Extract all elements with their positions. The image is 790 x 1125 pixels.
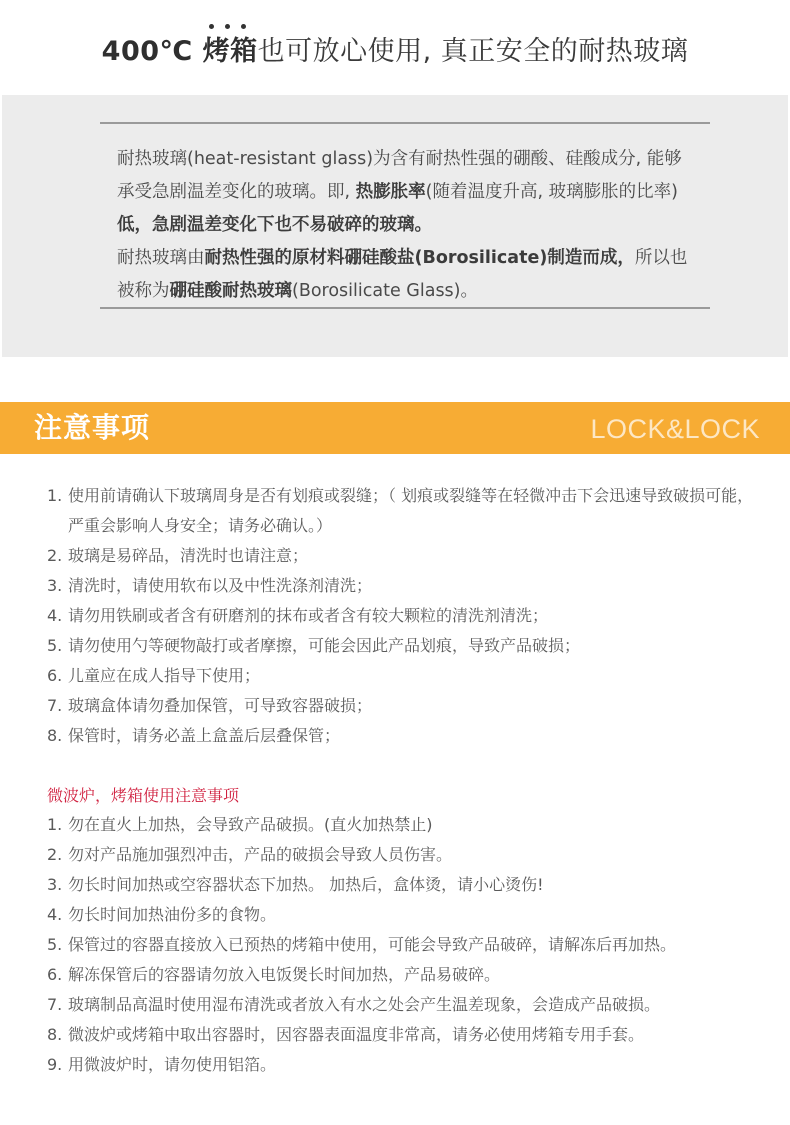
divider-bottom xyxy=(100,307,710,309)
divider-top xyxy=(100,122,710,124)
item-number: 8. xyxy=(47,1025,63,1044)
list-item xyxy=(47,990,767,1020)
emphasis-dots xyxy=(207,24,247,30)
list-item xyxy=(47,631,767,661)
item-number: 4. xyxy=(47,606,63,625)
item-text: 玻璃是易碎品，清洗时也请注意； xyxy=(68,546,309,565)
item-number: 4. xyxy=(47,905,63,924)
oven-notes-list xyxy=(47,810,767,1080)
list-item xyxy=(47,481,767,541)
item-text: 请勿用铁刷或者含有研磨剂的抹布或者含有较大颗粒的清洗剂清洗； xyxy=(68,606,549,625)
item-number: 6. xyxy=(47,666,63,685)
brand-logo-text: LOCK&LOCK xyxy=(590,414,760,444)
item-text: 勿长时间加热或空容器状态下加热。 加热后，盒体烫，请小心烫伤! xyxy=(68,875,544,894)
item-text: 微波炉或烤箱中取出容器时，因容器表面温度非常高，请务必使用烤箱专用手套。 xyxy=(68,1025,645,1044)
item-number: 5. xyxy=(47,935,63,954)
item-text: 勿在直火上加热，会导致产品破损。(直火加热禁止) xyxy=(68,815,433,834)
list-item xyxy=(47,960,767,990)
list-item xyxy=(47,571,767,601)
oven-section-heading: 微波炉，烤箱使用注意事项 xyxy=(47,786,240,805)
list-item xyxy=(47,810,767,840)
list-item xyxy=(47,840,767,870)
notice-banner xyxy=(0,402,790,454)
desc-part: 所以也被称为 xyxy=(117,248,688,301)
desc-part: (Borosilicate Glass)。 xyxy=(292,281,479,301)
page-title xyxy=(0,32,790,72)
hero-header xyxy=(0,0,790,95)
item-text: 使用前请确认下玻璃周身是否有划痕或裂缝；（ 划痕或裂缝等在轻微冲击下会迅速导致破损可能，严重会影响人身安全；请务必确认。） xyxy=(68,486,754,535)
heat-resistant-glass-panel xyxy=(2,95,788,357)
item-number: 3. xyxy=(47,875,63,894)
list-item xyxy=(47,930,767,960)
general-notes-list xyxy=(47,481,767,751)
title-temperature: 400℃ xyxy=(101,36,203,67)
item-number: 6. xyxy=(47,965,63,984)
list-item xyxy=(47,541,767,571)
list-item xyxy=(47,1050,767,1080)
item-text: 勿对产品施加强烈冲击，产品的破损会导致人员伤害。 xyxy=(68,845,453,864)
desc-bold: 低，急剧温差变化下也不易破碎的玻璃。 xyxy=(117,215,432,235)
item-number: 8. xyxy=(47,726,63,745)
item-number: 5. xyxy=(47,636,63,655)
emphasis-dot xyxy=(225,24,230,29)
emphasis-dot xyxy=(241,24,246,29)
desc-part: (随着温度升高, 玻璃膨胀的比率) xyxy=(425,182,678,202)
list-item xyxy=(47,691,767,721)
title-oven: 烤箱 xyxy=(202,36,258,67)
title-rest: 也可放心使用, 真正安全的耐热玻璃 xyxy=(257,36,689,67)
item-text: 保管时，请务必盖上盒盖后层叠保管； xyxy=(68,726,341,745)
item-text: 勿长时间加热油份多的食物。 xyxy=(68,905,277,924)
item-number: 9. xyxy=(47,1055,63,1074)
item-text: 解冻保管后的容器请勿放入电饭煲长时间加热，产品易破碎。 xyxy=(68,965,501,984)
desc-bold: 耐热性强的原材料硼硅酸盐(Borosilicate)制造而成， xyxy=(204,248,635,268)
item-text: 保管过的容器直接放入已预热的烤箱中使用，可能会导致产品破碎，请解冻后再加热。 xyxy=(68,935,677,954)
notice-title: 注意事项 xyxy=(34,411,151,444)
item-text: 用微波炉时，请勿使用铝箔。 xyxy=(68,1055,277,1074)
emphasis-dot xyxy=(209,24,214,29)
desc-part: 耐热玻璃(heat-resistant glass)为含有耐热性强的硼酸、硅酸成分, 能够承受急剧温差变化的玻璃。即, xyxy=(117,149,682,202)
desc-part: 耐热玻璃由 xyxy=(117,248,205,268)
item-number: 7. xyxy=(47,995,63,1014)
item-number: 2. xyxy=(47,546,63,565)
glass-description xyxy=(117,143,697,308)
list-item xyxy=(47,900,767,930)
item-number: 1. xyxy=(47,486,63,505)
list-item xyxy=(47,870,767,900)
desc-bold: 硼硅酸耐热玻璃 xyxy=(169,281,292,301)
item-number: 2. xyxy=(47,845,63,864)
item-text: 儿童应在成人指导下使用； xyxy=(68,666,261,685)
item-text: 清洗时，请使用软布以及中性洗涤剂清洗； xyxy=(68,576,373,595)
item-number: 7. xyxy=(47,696,63,715)
list-item xyxy=(47,1020,767,1050)
desc-bold: 热膨胀率 xyxy=(355,182,426,202)
item-number: 1. xyxy=(47,815,63,834)
item-text: 请勿使用勺等硬物敲打或者摩擦，可能会因此产品划痕，导致产品破损； xyxy=(68,636,581,655)
list-item xyxy=(47,601,767,631)
item-text: 玻璃盒体请勿叠加保管，可导致容器破损； xyxy=(68,696,373,715)
item-text: 玻璃制品高温时使用湿布清洗或者放入有水之处会产生温差现象，会造成产品破损。 xyxy=(68,995,661,1014)
list-item xyxy=(47,721,767,751)
item-number: 3. xyxy=(47,576,63,595)
list-item xyxy=(47,661,767,691)
